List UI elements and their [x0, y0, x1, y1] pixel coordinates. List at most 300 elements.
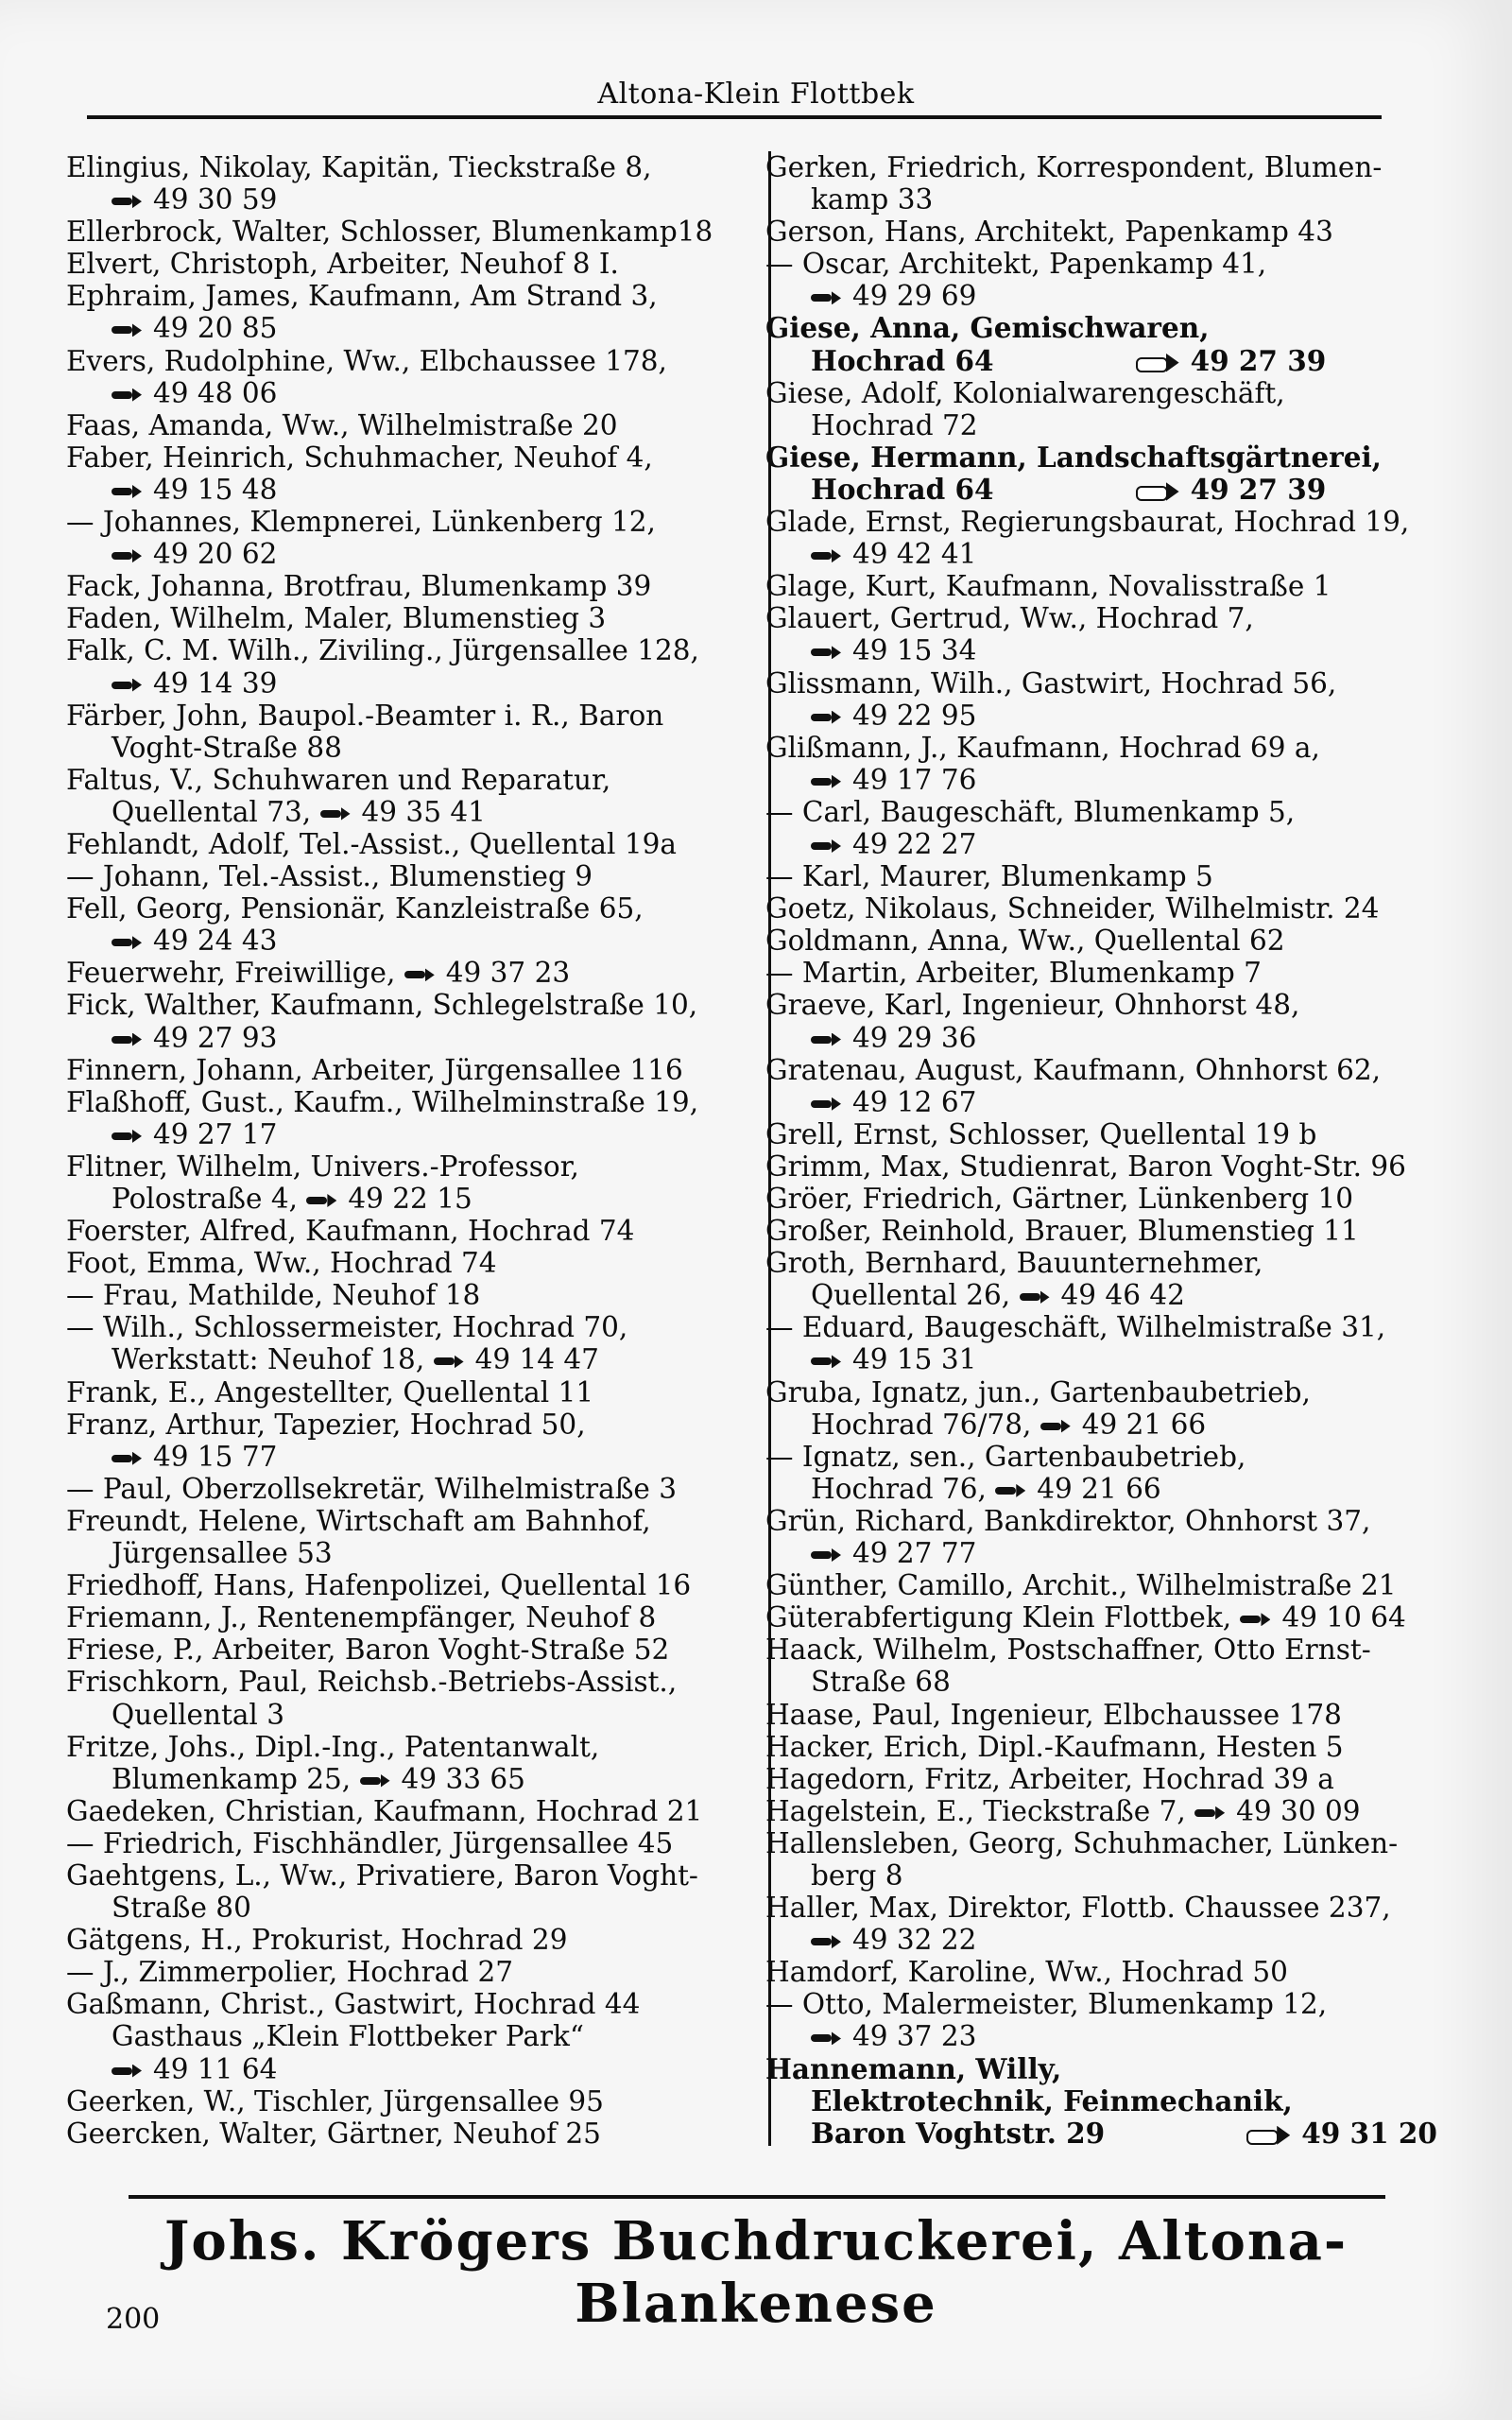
- telephone-icon: [320, 807, 351, 821]
- directory-entry-line: [66, 2085, 709, 2118]
- directory-entry-line: [66, 1569, 709, 1601]
- directory-entry-line: [66, 1247, 709, 1279]
- telephone-icon: [360, 1774, 390, 1788]
- entry-text: Giese, Anna, Gemischwaren,: [765, 311, 1210, 345]
- directory-entry-line: [66, 1343, 709, 1375]
- phone-number: 49 24 43: [153, 925, 278, 958]
- directory-entry-line: [765, 2085, 1465, 2118]
- directory-entry-line: [66, 634, 709, 666]
- entry-text: Grün, Richard, Bankdirektor, Ohnhorst 37,: [765, 1504, 1371, 1537]
- directory-entry-line: [765, 1505, 1465, 1537]
- directory-entry-line: [765, 764, 1465, 796]
- entry-text: Giese, Adolf, Kolonialwarengeschäft,: [765, 376, 1285, 409]
- entry-text: Elvert, Christoph, Arbeiter, Neuhof 8 I.: [66, 248, 619, 281]
- entry-text: Fritze, Johs., Dipl.-Ing., Patentanwalt,: [66, 1730, 600, 1763]
- directory-entry-line: [66, 570, 709, 602]
- entry-text: Feuerwehr, Freiwillige,: [66, 957, 404, 990]
- directory-entry-line: [765, 1763, 1465, 1795]
- entry-text: Baron Voghtstr. 29: [811, 2116, 1106, 2150]
- directory-entry-line: [765, 1601, 1465, 1634]
- entry-text: Elingius, Nikolay, Kapitän, Tieckstraße 8,: [66, 151, 652, 183]
- left-column: [66, 151, 713, 2150]
- directory-entry-line: [765, 151, 1465, 183]
- directory-entry-line: [66, 1666, 709, 1698]
- telephone-icon: [112, 389, 142, 402]
- directory-entry-line: [66, 1795, 709, 1827]
- entry-text: Quellental 3: [112, 1698, 284, 1731]
- telephone-icon: [1136, 482, 1179, 501]
- entry-text: Graeve, Karl, Ingenieur, Ohnhorst 48,: [765, 989, 1300, 1022]
- telephone-icon: [1040, 1420, 1071, 1433]
- directory-entry-line: [66, 377, 709, 409]
- entry-text: Hallensleben, Georg, Schuhmacher, Lünken-: [765, 1826, 1399, 1859]
- entry-text: Gröer, Friedrich, Gärtner, Lünkenberg 10: [765, 1183, 1354, 1215]
- directory-entry-line: [765, 248, 1465, 280]
- entry-text: Fell, Georg, Pensionär, Kanzleistraße 65,: [66, 892, 644, 925]
- directory-entry-line: [765, 1022, 1465, 1054]
- telephone-icon: [404, 968, 435, 981]
- entry-text: Finnern, Johann, Arbeiter, Jürgensallee 116: [66, 1053, 683, 1086]
- phone-number: 49 48 06: [153, 376, 278, 409]
- directory-entry-line: [66, 1279, 709, 1311]
- entry-text: — Otto, Malermeister, Blumenkamp 12,: [765, 1988, 1328, 2021]
- directory-entry-line: [765, 602, 1465, 634]
- entry-text: Glade, Ernst, Regierungsbaurat, Hochrad 19,: [765, 506, 1410, 539]
- telephone-icon: [811, 646, 841, 659]
- telephone-icon: [811, 1355, 841, 1368]
- telephone-icon: [1194, 1806, 1225, 1820]
- directory-entry-line: [66, 892, 709, 925]
- entry-text: Gaedeken, Christian, Kaufmann, Hochrad 21: [66, 1794, 703, 1827]
- directory-entry-line: [66, 2053, 709, 2085]
- telephone-icon: [112, 323, 142, 337]
- directory-entry-line: [66, 248, 709, 280]
- directory-entry-line: [66, 183, 709, 216]
- phone-number: 49 17 76: [852, 763, 977, 796]
- entry-text: — Frau, Mathilde, Neuhof 18: [66, 1279, 481, 1312]
- entry-text: Friemann, J., Rentenempfänger, Neuhof 8: [66, 1601, 657, 1634]
- entry-text: Foerster, Alfred, Kaufmann, Hochrad 74: [66, 1215, 635, 1248]
- directory-entry-line: [66, 280, 709, 312]
- telephone-icon: [112, 679, 142, 692]
- entry-text: Hagedorn, Fritz, Arbeiter, Hochrad 39 a: [765, 1762, 1334, 1795]
- phone-number: 49 33 65: [401, 1762, 525, 1795]
- directory-entry-line: [765, 1311, 1465, 1343]
- directory-entry-line: [66, 1150, 709, 1183]
- directory-entry-line: [765, 1795, 1465, 1827]
- directory-entry-line: [66, 216, 713, 249]
- directory-entry-line: [66, 1537, 709, 1569]
- directory-entry-line: [765, 1988, 1465, 2020]
- phone-number: 49 27 77: [852, 1537, 977, 1570]
- entry-text: Fehlandt, Adolf, Tel.-Assist., Quellental 19a: [66, 827, 677, 860]
- directory-entry-line: [66, 1376, 709, 1409]
- telephone-icon: [811, 291, 841, 304]
- directory-entry-line: [765, 1699, 1465, 1731]
- entry-text: — Johannes, Klempnerei, Lünkenberg 12,: [66, 506, 656, 539]
- entry-text: Glauert, Gertrud, Ww., Hochrad 7,: [765, 602, 1254, 635]
- directory-entry-line: [765, 1279, 1465, 1311]
- phone-number: 49 31 20: [1301, 2116, 1437, 2150]
- directory-entry-line: [66, 1634, 709, 1666]
- directory-entry-line: [765, 1409, 1465, 1441]
- entry-text: Gaßmann, Christ., Gastwirt, Hochrad 44: [66, 1988, 641, 2021]
- telephone-icon: [112, 549, 142, 562]
- telephone-icon: [811, 1098, 841, 1111]
- phone-number: 49 11 64: [153, 2052, 278, 2085]
- directory-entry-line: [765, 700, 1465, 732]
- entry-text: Glißmann, J., Kaufmann, Hochrad 69 a,: [765, 731, 1320, 764]
- directory-entry-line: [765, 216, 1465, 248]
- directory-entry-line: [765, 634, 1465, 666]
- entry-text: Ellerbrock, Walter, Schlosser, Blumenkamp18: [66, 216, 713, 249]
- directory-entry-line: [66, 1118, 709, 1150]
- entry-text: Gasthaus „Klein Flottbeker Park“: [112, 2020, 584, 2053]
- entry-text: Glage, Kurt, Kaufmann, Novalisstraße 1: [765, 570, 1332, 603]
- directory-entry-line: [66, 828, 709, 860]
- entry-text: — Wilh., Schlossermeister, Hochrad 70,: [66, 1311, 628, 1344]
- directory-entry-line: [66, 796, 709, 828]
- directory-entry-line: [765, 1183, 1465, 1215]
- directory-entry-line: [66, 538, 709, 570]
- telephone-icon: [112, 1130, 142, 1143]
- entry-text: Gerson, Hans, Architekt, Papenkamp 43: [765, 216, 1333, 249]
- entry-text: Färber, John, Baupol.-Beamter i. R., Baron: [66, 699, 664, 732]
- phone-number: 49 37 23: [852, 2020, 977, 2053]
- header-rule: [87, 115, 1382, 119]
- entry-text: Freundt, Helene, Wirtschaft am Bahnhof,: [66, 1504, 651, 1537]
- directory-entry-line: [66, 1699, 709, 1731]
- entry-text: Glissmann, Wilh., Gastwirt, Hochrad 56,: [765, 666, 1337, 700]
- directory-entry-line: [66, 1022, 709, 1054]
- entry-text: — Oscar, Architekt, Papenkamp 41,: [765, 248, 1267, 281]
- directory-entry-line: [765, 312, 1465, 344]
- entry-text: Gerken, Friedrich, Korrespondent, Blumen-: [765, 151, 1383, 183]
- telephone-icon: [1246, 2126, 1290, 2145]
- entry-text: — Karl, Maurer, Blumenkamp 5: [765, 860, 1213, 893]
- entry-text: Goetz, Nikolaus, Schneider, Wilhelmistr. 24: [765, 892, 1380, 925]
- entry-text: Hamdorf, Karoline, Ww., Hochrad 50: [765, 1956, 1288, 1989]
- entry-text: Faltus, V., Schuhwaren und Reparatur,: [66, 763, 611, 796]
- entry-text: Gätgens, H., Prokurist, Hochrad 29: [66, 1924, 568, 1957]
- phone-number: 49 37 23: [445, 957, 571, 990]
- directory-entry-line: [765, 2053, 1465, 2085]
- entry-text: kamp 33: [811, 183, 934, 216]
- printer-advertisement: Johs. Krögers Buchdruckerei, Altona-Blankenese: [163, 2210, 1349, 2335]
- entry-text: Voght-Straße 88: [112, 731, 342, 764]
- telephone-icon: [811, 1548, 841, 1562]
- directory-entry-line: [66, 441, 709, 474]
- directory-entry-line: [66, 474, 709, 506]
- entry-text: berg 8: [811, 1858, 903, 1892]
- directory-entry-line: [765, 1569, 1465, 1601]
- entry-text: Hochrad 64: [811, 343, 994, 377]
- phone-number: 49 15 31: [852, 1343, 977, 1376]
- directory-entry-line: [765, 1473, 1465, 1505]
- entry-text: Friedhoff, Hans, Hafenpolizei, Quellental 16: [66, 1569, 692, 1602]
- telephone-icon: [811, 775, 841, 788]
- entry-text: Foot, Emma, Ww., Hochrad 74: [66, 1247, 497, 1280]
- directory-entry-line: [765, 1343, 1465, 1375]
- directory-entry-line: [765, 1634, 1465, 1666]
- directory-entry-line: [765, 892, 1465, 925]
- telephone-icon: [112, 1452, 142, 1465]
- entry-text: Fack, Johanna, Brotfrau, Blumenkamp 39: [66, 570, 652, 603]
- entry-text: — Friedrich, Fischhändler, Jürgensallee 45: [66, 1826, 674, 1859]
- directory-entry-line: [66, 1441, 709, 1473]
- directory-entry-line: [66, 602, 709, 634]
- directory-entry-line: [765, 1924, 1465, 1956]
- directory-entry-line: [765, 1537, 1465, 1569]
- directory-entry-line: [765, 570, 1465, 602]
- entry-text: Haller, Max, Direktor, Flottb. Chaussee 237,: [765, 1892, 1391, 1925]
- entry-text: Güterabfertigung Klein Flottbek,: [765, 1601, 1241, 1634]
- entry-text: Geerken, W., Tischler, Jürgensallee 95: [66, 2084, 604, 2118]
- directory-entry-line: [765, 377, 1465, 409]
- telephone-icon: [1136, 354, 1179, 372]
- directory-entry-line: [66, 1731, 709, 1763]
- phone-number: 49 20 62: [153, 538, 278, 571]
- entry-text: Friese, P., Arbeiter, Baron Voght-Straße 52: [66, 1634, 670, 1667]
- phone-number: 49 10 64: [1281, 1601, 1406, 1634]
- telephone-icon: [811, 711, 841, 724]
- directory-entry-line: [66, 667, 709, 700]
- entry-text: Günther, Camillo, Archit., Wilhelmistraße 21: [765, 1569, 1397, 1602]
- directory-entry-line: [66, 989, 709, 1021]
- entry-text: Falk, C. M. Wilh., Ziviling., Jürgensallee 128,: [66, 634, 699, 667]
- directory-entry-line: [66, 1892, 709, 1924]
- entry-text: Haase, Paul, Ingenieur, Elbchaussee 178: [765, 1698, 1342, 1731]
- directory-entry-line: [66, 700, 709, 732]
- entry-text: Elektrotechnik, Feinmechanik,: [811, 2083, 1293, 2118]
- directory-entry-line: [66, 764, 709, 796]
- phone-number: 49 20 85: [153, 312, 278, 345]
- entry-text: Haack, Wilhelm, Postschaffner, Otto Ernst-: [765, 1634, 1371, 1667]
- directory-entry-line: [765, 2020, 1465, 2052]
- phone-number: 49 42 41: [852, 538, 977, 571]
- entry-text: Frank, E., Angestellter, Quellental 11: [66, 1375, 594, 1409]
- entry-text: Hagelstein, E., Tieckstraße 7,: [765, 1794, 1195, 1827]
- entry-text: — Martin, Arbeiter, Blumenkamp 7: [765, 957, 1262, 990]
- directory-entry-line: [765, 1150, 1465, 1183]
- entry-text: — Ignatz, sen., Gartenbaubetrieb,: [765, 1440, 1246, 1473]
- directory-entry-line: [765, 1441, 1465, 1473]
- entry-text: Frischkorn, Paul, Reichsb.-Betriebs-Assist.,: [66, 1666, 678, 1699]
- directory-entry-line: [765, 989, 1465, 1021]
- telephone-icon: [112, 936, 142, 949]
- phone-number: 49 27 39: [1190, 343, 1327, 377]
- phone-number: 49 22 15: [348, 1183, 472, 1215]
- directory-entry-line: [765, 828, 1465, 860]
- directory-entry-line: [66, 1183, 709, 1215]
- directory-entry-line: [765, 1376, 1465, 1409]
- entry-text: Faden, Wilhelm, Maler, Blumenstieg 3: [66, 602, 607, 635]
- page-number: 200: [106, 2303, 161, 2336]
- directory-entry-line: [765, 474, 1465, 506]
- entry-text: Evers, Rudolphine, Ww., Elbchaussee 178,: [66, 344, 667, 377]
- telephone-icon: [811, 839, 841, 853]
- entry-text: Quellental 73,: [112, 795, 320, 828]
- phone-number: 49 15 77: [153, 1440, 278, 1473]
- directory-entry-line: [765, 925, 1465, 957]
- directory-entry-line: [765, 183, 1465, 216]
- directory-entry-line: [66, 1054, 709, 1086]
- entry-text: Straße 68: [811, 1666, 951, 1699]
- telephone-icon: [995, 1484, 1025, 1497]
- entry-text: Quellental 26,: [811, 1279, 1020, 1312]
- directory-entry-line: [66, 1956, 709, 1988]
- directory-entry-line: [66, 1924, 709, 1956]
- telephone-icon: [811, 1033, 841, 1046]
- directory-entry-line: [765, 1086, 1465, 1118]
- directory-entry-line: [66, 1827, 709, 1859]
- entry-text: Gratenau, August, Kaufmann, Ohnhorst 62,: [765, 1053, 1382, 1086]
- telephone-icon: [811, 1935, 841, 1948]
- entry-text: Ephraim, James, Kaufmann, Am Strand 3,: [66, 280, 658, 313]
- entry-text: Giese, Hermann, Landschaftsgärtnerei,: [765, 440, 1382, 474]
- telephone-icon: [112, 485, 142, 498]
- entry-text: Straße 80: [112, 1892, 251, 1925]
- directory-entry-line: [66, 1215, 709, 1247]
- phone-number: 49 21 66: [1081, 1408, 1207, 1441]
- directory-entry-line: [66, 312, 709, 344]
- entry-text: Hochrad 64: [811, 472, 994, 506]
- entry-text: Blumenkamp 25,: [112, 1762, 360, 1795]
- directory-entry-line: [765, 1118, 1465, 1150]
- entry-text: Großer, Reinhold, Brauer, Blumenstieg 11: [765, 1215, 1359, 1248]
- phone-number: 49 15 34: [852, 634, 977, 667]
- directory-entry-line: [765, 860, 1465, 892]
- entry-text: Hochrad 76,: [811, 1472, 996, 1505]
- directory-entry-line: [66, 1763, 709, 1795]
- directory-entry-line: [765, 1054, 1465, 1086]
- directory-entry-line: [66, 957, 709, 989]
- phone-number: 49 14 39: [153, 666, 278, 700]
- entry-text: — J., Zimmerpolier, Hochrad 27: [66, 1956, 514, 1989]
- right-column: [765, 151, 1465, 2150]
- phone-number: 49 27 17: [153, 1117, 278, 1150]
- footer-rule: [129, 2195, 1385, 2199]
- directory-entry-line: [66, 345, 709, 377]
- phone-number: 49 30 09: [1236, 1794, 1361, 1827]
- directory-entry-line: [765, 2118, 1465, 2150]
- phone-number: 49 22 27: [852, 827, 977, 860]
- entry-text: Grimm, Max, Studienrat, Baron Voght-Str. 96: [765, 1150, 1406, 1183]
- directory-entry-line: [66, 1086, 709, 1118]
- directory-entry-line: [66, 1601, 709, 1634]
- directory-entry-line: [765, 732, 1465, 764]
- entry-text: Faas, Amanda, Ww., Wilhelmistraße 20: [66, 408, 618, 441]
- entry-text: Flaßhoff, Gust., Kaufm., Wilhelminstraße 19,: [66, 1085, 699, 1118]
- directory-entry-line: [765, 280, 1465, 312]
- entry-text: Flitner, Wilhelm, Univers.-Professor,: [66, 1150, 579, 1183]
- entry-text: Gruba, Ignatz, jun., Gartenbaubetrieb,: [765, 1375, 1311, 1409]
- page-header: Altona-Klein Flottbek: [597, 78, 915, 111]
- directory-entry-line: [66, 1311, 709, 1343]
- directory-entry-line: [66, 151, 709, 183]
- phone-number: 49 27 39: [1190, 472, 1327, 506]
- telephone-icon: [1240, 1613, 1270, 1626]
- phone-number: 49 46 42: [1060, 1279, 1185, 1312]
- phone-number: 49 35 41: [361, 795, 486, 828]
- entry-text: Hochrad 72: [811, 408, 978, 441]
- directory-entry-line: [765, 345, 1465, 377]
- phone-number: 49 29 36: [852, 1021, 977, 1054]
- entry-text: Polostraße 4,: [112, 1183, 307, 1215]
- phone-number: 49 27 93: [153, 1021, 278, 1054]
- directory-entry-line: [66, 860, 709, 892]
- directory-entry-line: [765, 957, 1465, 989]
- directory-entry-line: [765, 1666, 1465, 1698]
- entry-text: Franz, Arthur, Tapezier, Hochrad 50,: [66, 1408, 586, 1441]
- entry-text: Groth, Bernhard, Bauunternehmer,: [765, 1247, 1263, 1280]
- directory-entry-line: [765, 1859, 1465, 1892]
- directory-entry-line: [66, 925, 709, 957]
- directory-entry-line: [66, 1409, 709, 1441]
- entry-text: — Carl, Baugeschäft, Blumenkamp 5,: [765, 795, 1296, 828]
- directory-entry-line: [66, 1859, 709, 1892]
- entry-text: Gaehtgens, L., Ww., Privatiere, Baron Voght-: [66, 1858, 698, 1892]
- telephone-icon: [434, 1355, 464, 1368]
- entry-text: Hannemann, Willy,: [765, 2051, 1062, 2085]
- directory-entry-line: [765, 1215, 1465, 1247]
- telephone-icon: [811, 549, 841, 562]
- directory-entry-line: [765, 538, 1465, 570]
- directory-entry-line: [66, 732, 709, 764]
- entry-text: Hacker, Erich, Dipl.-Kaufmann, Hesten 5: [765, 1730, 1344, 1763]
- telephone-icon: [1020, 1290, 1050, 1304]
- entry-text: Fick, Walther, Kaufmann, Schlegelstraße 10,: [66, 989, 698, 1022]
- phone-number: 49 15 48: [153, 473, 278, 506]
- entry-text: — Eduard, Baugeschäft, Wilhelmistraße 31,: [765, 1311, 1386, 1344]
- directory-entry-line: [765, 506, 1465, 538]
- entry-text: Goldmann, Anna, Ww., Quellental 62: [765, 925, 1285, 958]
- phone-number: 49 22 95: [852, 699, 977, 732]
- directory-entry-line: [765, 1892, 1465, 1924]
- directory-entry-line: [765, 667, 1465, 700]
- entry-text: Hochrad 76/78,: [811, 1408, 1040, 1441]
- directory-entry-line: [765, 1731, 1465, 1763]
- directory-entry-line: [765, 1247, 1465, 1279]
- entry-text: Faber, Heinrich, Schuhmacher, Neuhof 4,: [66, 441, 653, 474]
- directory-entry-line: [765, 1827, 1465, 1859]
- phone-number: 49 21 66: [1037, 1472, 1161, 1505]
- phone-number: 49 32 22: [852, 1924, 977, 1957]
- entry-text: Jürgensallee 53: [112, 1537, 333, 1570]
- directory-entry-line: [66, 2020, 709, 2052]
- entry-text: — Paul, Oberzollsekretär, Wilhelmistraße 3: [66, 1472, 678, 1505]
- directory-entry-line: [765, 1956, 1465, 1988]
- phone-number: 49 12 67: [852, 1085, 977, 1118]
- entry-text: Werkstatt: Neuhof 18,: [112, 1343, 434, 1376]
- directory-entry-line: [66, 1988, 709, 2020]
- phone-number: 49 30 59: [153, 183, 278, 216]
- entry-text: Geercken, Walter, Gärtner, Neuhof 25: [66, 2117, 601, 2150]
- directory-entry-line: [66, 506, 709, 538]
- directory-entry-line: [66, 1473, 709, 1505]
- directory-entry-line: [765, 796, 1465, 828]
- directory-entry-line: [765, 441, 1465, 474]
- phone-number: 49 29 69: [852, 280, 977, 313]
- telephone-icon: [112, 195, 142, 208]
- entry-text: — Johann, Tel.-Assist., Blumenstieg 9: [66, 860, 593, 893]
- entry-text: Grell, Ernst, Schlosser, Quellental 19 b: [765, 1117, 1317, 1150]
- directory-entry-line: [66, 409, 709, 441]
- phone-number: 49 14 47: [474, 1343, 599, 1376]
- directory-entry-line: [66, 2118, 709, 2150]
- directory-entry-line: [765, 409, 1465, 441]
- telephone-icon: [112, 1033, 142, 1046]
